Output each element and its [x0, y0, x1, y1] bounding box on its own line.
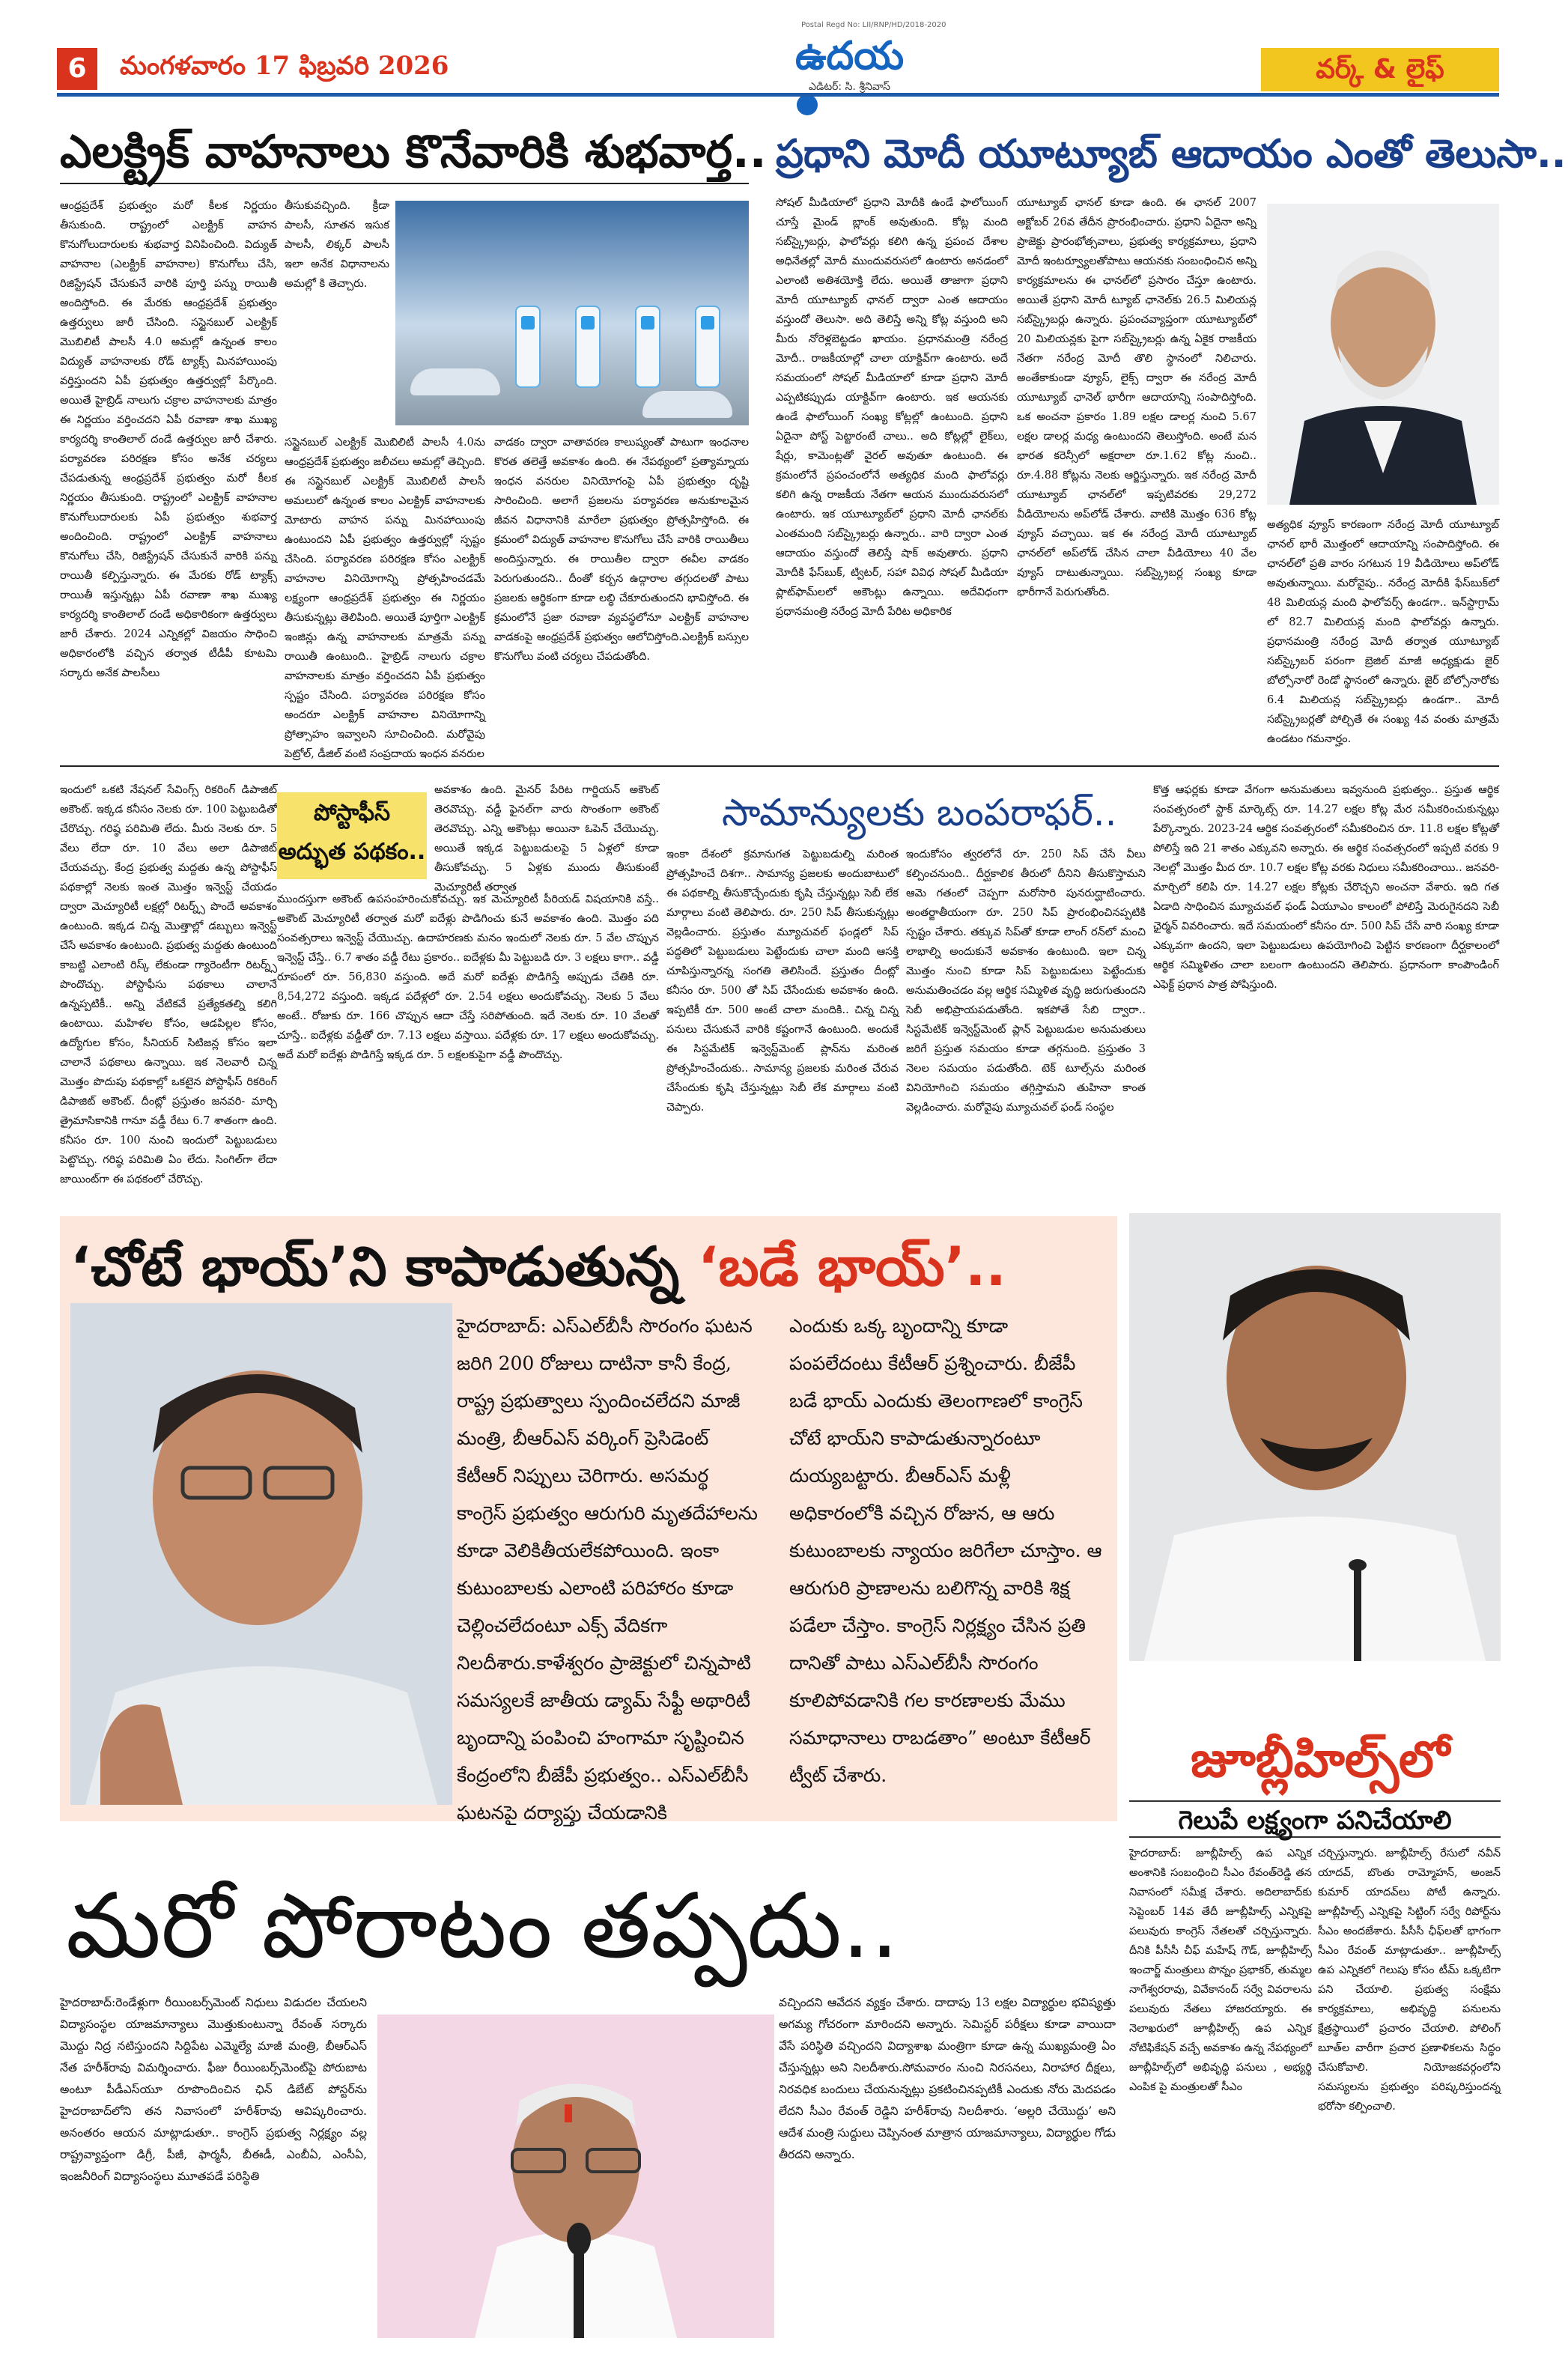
- ktr-headline-part1: ‘చోటే భాయ్’ని కాపాడుతున్న: [70, 1235, 699, 1298]
- revanth-portrait-image: [1129, 1213, 1501, 1661]
- person-portrait-icon: [377, 2015, 774, 2338]
- harish-portrait-image: [377, 2015, 774, 2338]
- harish-headline: మరో పోరాటం తప్పదు..: [66, 1874, 899, 1979]
- modi-portrait-image: [1267, 204, 1499, 505]
- post-office-column-2b: ముందస్తుగా అకౌంట్ ఉపసంహరించుకోవచ్చు. ఇక మెచ్యూరిటీ పీరియడ్ విషయానికి వస్తే.. అకౌంట్ మెచ్యూరిటీ తర్వాత మరో ఐదేళ్లు పొడిగించు కునే అవకాశం ఉంది. మొత్తం పది సంవత్సరాలు ఇన్వెస్ట్ చేయొచ్చు. ఉదాహరణకు మనం ఇందులో నెలకు రూ. 5 వేల చొప్పున ఇన్వెస్ట్ చేస్తే.. 6.7 శాతం వడ్డీ రేటు ప్రకారం.. ఐదేళ్లకు మీ పెట్టుబడి రూ. 3 లక్షలు కాగా.. వడ్డీ రూపంలో రూ. 56,830 వస్తుంది. అదే మరో ఐదేళ్లు పొడిగిస్తే అప్పుడు చేతికి రూ. 8,54,272 వస్తుంది. ఇక్కడ పదేళ్లలో రూ. 2.54 లక్షలు అందుకోవచ్చు. నెలకు 5 వేలు అంటే.. రోజుకు రూ. 166 చొప్పున ఆదా చేస్తే సరిపోతుంది. ఇదే నెలకు రూ. 10 వేలతో చూస్తే.. ఐదేళ్లకు వడ్డీతో రూ. 7.13 లక్షలు వస్తాయి. పదేళ్లకు రూ. 17 లక్షలు అందుకోవచ్చు. అదే మరో ఐదేళ్లు పొడిగిస్తే ఇక్కడ రూ. 5 లక్షలకుపైగా వడ్డీ పొందొచ్చు.: [277, 893, 659, 1061]
- charger-icon: [695, 306, 720, 388]
- jubilee-column-1: హైదరాబాద్: జూబ్లీహిల్స్ ఉప ఎన్నిక అంశానికి సంబంధించి సీఎం రేవంత్‌రెడ్డి తన నివాసంలో సమీక్ష చేశారు. అదిలాబాద్‌కు సెప్టెంబర్ 14వ తేదీ జూబ్లీహిల్స్ ఎన్నికపై పలువురు కాంగ్రెస్ నేతలతో చర్చిస్తున్నారు. దీనికి పీసీసీ చీఫ్ మహేష్ గౌడ్, జూబ్లీహిల్స్ ఇంచార్జ్ మంత్రులు పొన్నం ప్రభాకర్, తుమ్మల నాగేశ్వరరావు, వివేకానంద్ సర్వే వివరాలను పలువురు నేతలు హాజరయ్యారు. ఈ నెలాఖరులో జూబ్లీహిల్స్ ఉప ఎన్నిక నోటిఫికేషన్ వచ్చే అవకాశం ఉన్న నేపథ్యంలో జూబ్లీహిల్స్‌లో అభివృద్ధి పనులు , అభ్యర్థి ఎంపిక పై మంత్రులతో సీఎం: [1129, 1848, 1312, 2093]
- date-line: మంగళవారం 17 ఫిబ్రవరి 2026: [120, 51, 449, 81]
- jubilee-subheadline: గెలుపే లక్ష్యంగా పనిచేయాలి: [1129, 1800, 1501, 1838]
- person-portrait-icon: [1267, 204, 1499, 505]
- ev-article-column-2b: సస్టైనబుల్ ఎలక్ట్రిక్ మొబిలిటీ పాలసీ 4.0ను ఆంధ్రప్రదేశ్ ప్రభుత్వం జలీచలు అమల్లో తెచ్చింది. ఈ సస్టైనబుల్ ఎలక్ట్రిక్ మొబిలిటీ పాలసీ అమలులో ఉన్నంత కాలం ఎలక్ట్రిక్ వాహనాలకు మోటారు వాహన పన్ను మినహాయింపు ఉంటుందని ఏపీ ప్రభుత్వం ఉత్తర్వుల్లో స్పష్టం చేసింది. పర్యావరణ పరిరక్షణ కోసం ఎలక్ట్రిక్ వాహనాల వినియోగాన్ని ప్రోత్సహించడమే లక్ష్యంగా ఆంధ్రప్రదేశ్ ప్రభుత్వం ఈ నిర్ణయం తీసుకున్నట్లు తెలిపింది. అయితే పూర్తిగా ఎలక్ట్రిక్ ఇంజిన్లు ఉన్న వాహనాలకు మాత్రమే పన్ను రాయితీ ఉంటుంది.. హైబ్రిడ్ నాలుగు చక్రాల వాహనాలకు మాత్రం వర్తించదని ఏపీ ప్రభుత్వం స్పష్టం చేసింది. పర్యావరణ పరిరక్షణ కోసం అందరూ ఎలక్ట్రిక్ వాహనాల వినియోగాన్ని ప్రోత్సాహం ఇవ్వాలని సూచించింది. మరోవైపు పెట్రోల్, డీజిల్ వంటి సంప్రదాయ ఇంధన వనరుల: [285, 437, 485, 760]
- common-man-column-3: కొత్త ఆఫర్లకు కూడా వేగంగా అనుమతులు ఇవ్వనుంది ప్రభుత్వం.. ప్రస్తుత ఆర్థిక సంవత్సరంలో స్టాక్ మార్కెట్స్ రూ. 14.27 లక్షల కోట్ల మేర సమీకరించుకున్నట్లు పేర్కొన్నారు. 2023-24 ఆర్థిక సంవత్సరంలో సమీకరించిన రూ. 11.8 లక్షల కోట్లతో పోలిస్తే ఇది 21 శాతం ఎక్కువని అన్నారు. ఈ ఆర్థిక సంవత్సరంలో ఇప్పటి వరకు 9 నెలల్లో మొత్తం మీద రూ. 10.7 లక్షల కోట్ల వరకు నిధులు సమీకరించాయి.. జనవరి- మార్చిలో కలిపి రూ. 14.27 లక్షల కోట్లకు చేరొచ్చని అంచనా వేశారు. ఇది గత ఏడాది సాధించిన మ్యూచువల్ ఫండ్ ఏయూఎం కాలంలో పోలిస్తే మెరుగైనదని సెబీ ఛైర్మన్ వివరించారు. ఇదే సమయంలో కనీసం రూ. 500 సిప్ చేసే వారి సంఖ్య కూడా ఎక్కువగా ఉందని, ఇలా పెట్టుబడులు ఉపయోగించి పెట్టిన కారణంగా దీర్ఘకాలంలో ఆర్థిక సమ్మిళితం చాలా బలంగా ఉంటుందని తెలిపారు. ప్రధానంగా కాంపౌండింగ్ ఎఫెక్ట్ ప్రధాన పాత్ర పోషిస్తుంది.: [1153, 784, 1499, 991]
- harish-column-1: హైదరాబాద్:రెండేళ్లుగా రీయింబర్స్‌మెంట్ నిధులు విడుదల చేయలని విద్యాసంస్థల యాజమాన్యాలు మొత్తుకుంటున్నా రేవంత్ సర్కారు మొద్దు నిద్ర నటిస్తుందని సిద్దిపేట ఎమ్మెల్యే మాజీ మంత్రి, బీఆర్ఎస్ నేత హరీశ్‌రావు విమర్శించారు. ఫీజు రీయింబర్స్‌మెంట్‌పై పోరుబాట అంటూ పీడీఎస్‌యూ రూపొందించిన ఛిన్ డిబేట్ పోస్టర్‌ను హైదరాబాద్‌లోని తన నివాసంలో హరీశ్‌రావు ఆవిష్కరించారు. అనంతరం ఆయన మాట్లాడుతూ.. కాంగ్రెస్ ప్రభుత్వ నిర్లక్ష్యం వల్ల రాష్ట్రవ్యాప్తంగా డిగ్రీ, పీజీ, ఫార్మసీ, బీఈడీ, ఎంబీఏ, ఎంసీఏ, ఇంజనీరింగ్ విద్యాసంస్థలు మూతపడే పరిస్థితి: [60, 1996, 367, 2183]
- harish-column-2: వచ్చిందని ఆవేదన వ్యక్తం చేశారు. దాదాపు 13 లక్షల విద్యార్థుల భవిష్యత్తు అగమ్య గోచరంగా మారిందని అన్నారు. సెమిస్టర్ పరీక్షలు కూడా వాయిదా వేసే పరిస్థితి వచ్చిందని విద్యాశాఖ మంత్రిగా కూడా ఉన్న ముఖ్యమంత్రి ఏం చేస్తున్నట్లు అని నిలదీశారు.సోమవారం నుంచి నిరసనలు, నిరాహార దీక్షలు, నిరవధిక బందులు చేయనున్నట్లు ప్రకటించినప్పటికీ ఎందుకు నోరు మెదపడం లేదని సీఎం రేవంత్ రెడ్డిని హరీశ్‌రావు నిలదీశారు. ‘అల్లరి చేయొద్దు’ అని ఆదేశ మంత్రి సుద్దులు చెప్పినంత మాత్రాన యాజమాన్యాలు, విద్యార్థుల గోడు తీరదని అన్నారు.: [779, 1996, 1116, 2161]
- ev-charging-station-image: [395, 201, 749, 425]
- editor-line: ఎడిటర్: సి. శ్రీనివాస్: [809, 81, 890, 93]
- ktr-article-column-2: ఎందుకు ఒక్క బృందాన్ని కూడా పంపలేదంటు కేటీఆర్ ప్రశ్నించారు. బీజేపీ బడే భాయ్ ఎందుకు తెలంగాణలో కాంగ్రెస్ చోటే భాయ్‌ని కాపాడుతున్నారంటూ దుయ్యబట్టారు. బీఆర్ఎస్ మళ్లీ అధికారంలోకి వచ్చిన రోజున, ఆ ఆరు కుటుంబాలకు న్యాయం జరిగేలా చూస్తాం. ఆ ఆరుగురి ప్రాణాలను బలిగొన్న వారికి శిక్ష పడేలా చేస్తాం. కాంగ్రెస్ నిర్లక్ష్యం చేసిన ప్రతి దానితో పాటు ఎస్ఎల్‌బీసీ సొరంగం కూలిపోవడానికి గల కారణాలకు మేము సమాధానాలు రాబడతాం” అంటూ కేటీఆర్ ట్వీట్ చేశారు.: [789, 1315, 1102, 1786]
- charger-icon: [575, 306, 601, 388]
- post-office-column-1: ఇందులో ఒకటి నేషనల్ సేవింగ్స్ రికరింగ్ డిపాజిట్ అకౌంట్. ఇక్కడ కనీసం నెలకు రూ. 100 పెట్టుబడితో చేరొచ్చు. గరిష్ఠ పరిమితి లేదు. మీరు నెలకు రూ. 5 వేలు లేదా రూ. 10 వేలు అలా డిపాజిట్ చేయవచ్చు. కేంద్ర ప్రభుత్వ మద్దతు ఉన్న పోస్టాఫీస్ పథకాల్లో నెలకు ఇంత మొత్తం ఇన్వెస్ట్ చేయడం ద్వారా మెచ్యూరిటీ లక్షల్లో రిటర్న్స్ పొందే అవకాశం ఉంటుంది. ఇక్కడ చిన్న మొత్తాల్లో డబ్బులు ఇన్వెస్ట్ చేసే అవకాశం ఉంటుంది. ప్రభుత్వ మద్దతు ఉంటుంది కాబట్టి ఎలాంటి రిస్క్ లేకుండా గ్యారెంటీగా రిటర్న్స్ పొందొచ్చు. పోస్టాఫీసు పథకాలు చాలానే ఉన్నప్పటికీ.. అన్ని వేటికవే ప్రత్యేకతల్ని కలిగి ఉంటాయి. మహిళల కోసం, ఆడపిల్లల కోసం, ఉద్యోగుల కోసం, సీనియర్ సిటిజన్ల కోసం ఇలా చాలానే పథకాలు ఉన్నాయి. ఇక నెలవారీ చిన్న మొత్తం పొదుపు పథకాల్లో ఒకటైన పోస్టాఫీస్ రికరింగ్ డిపాజిట్ అకౌంట్. దీంట్లో ప్రస్తుతం జనవరి- మార్చి త్రైమాసికానికి గానూ వడ్డీ రేటు 6.7 శాతంగా ఉంది. కనీసం రూ. 100 నుంచి ఇందులో పెట్టుబడులు పెట్టొచ్చు. గరిష్ఠ పరిమితి ఏం లేదు. సింగిల్‌గా లేదా జాయింట్‌గా ఈ పథకంలో చేరొచ్చు.: [60, 784, 277, 1185]
- post-office-headline-box: [277, 792, 427, 879]
- ktr-article-headline: [70, 1225, 1119, 1308]
- person-portrait-icon: [70, 1303, 452, 1805]
- section-tag: వర్క్ & లైఫ్: [1261, 48, 1499, 91]
- ev-article-column-2: తీసుకువచ్చింది. క్రీడా పాలసీ, సూతన ఇసుక పాలసీ, లిక్కర్ పాలసీ ఇలా అనేక విధానాలను అమల్లో కి తెచ్చారు.: [285, 200, 389, 290]
- newspaper-logo: [795, 33, 924, 79]
- person-portrait-icon: [1129, 1213, 1501, 1661]
- car-icon: [642, 391, 732, 418]
- postal-registration: Postal Regd No: LII/RNP/HD/2018-2020: [801, 21, 946, 29]
- car-icon: [410, 368, 500, 395]
- modi-article-column-1: సోషల్ మీడియాలో ప్రధాని మోదీకి ఉండే ఫాలోయింగ్ చూస్తే మైండ్ బ్లాంక్ అవుతుంది. కోట్ల మంది సబ్‌స్క్రైబర్లు, ఫాలోవర్లు కలిగి ఉన్న ప్రపంచ దేశాల అధినేతల్లో మోదీ ముందువరుసలో ఉంటారు అనడంలో ఎలాంటి అతిశయోక్తి లేదు. అయితే తాజాగా ప్రధాని మోదీ యూట్యూబ్ ఛానల్ ద్వారా ఎంత ఆదాయం వస్తుందో తెలుసా. అది తెలిస్తే అన్ని కోట్ల వస్తుంది అని మీరు నోరెళ్లబెట్టడం ఖాయం. ప్రధానమంత్రి నరేంద్ర మోదీ.. రాజకీయాల్లో చాలా యాక్టివ్‌గా ఉంటారు. అదే సమయంలో సోషల్ మీడియాలో కూడా ప్రధాని మోదీ ఎప్పటికప్పుడు యాక్టివ్‌గా ఉంటారు. ఇక ఆయనకు ఉండే ఫాలోయింగ్ సంఖ్య కోట్లల్లో ఉంటుంది. ప్రధాని ఏదైనా పోస్ట్ పెట్టారంటే చాలు.. అది కోట్లల్లో లైక్‌లు, షేర్లు, కామెంట్లతో వైరల్ అవుతూ ఉంటుంది. ఈ క్రమంలోనే ప్రపంచంలోనే అత్యధిక మంది ఫాలోవర్లు కలిగి ఉన్న రాజకీయ నేతగా ఆయన ముందువరుసలో ఉంటారు. ఇక యూట్యూబ్‌లో ప్రధాని మోదీ ఛానల్‌కు ఎంతమంది సబ్‌స్క్రైబర్లు ఉన్నారు.. వారి ద్వారా ఎంత ఆదాయం వస్తుందో తెలిస్తే షాక్ అవుతారు. ప్రధాని మోదీకి ఫేస్‌బుక్, ట్విటర్, సహా వివిధ సోషల్ మీడియా ప్లాట్‌ఫామ్‌లలో అకౌంట్లు ఉన్నాయి. అదేవిధంగా ప్రధానమంత్రి నరేంద్ర మోదీ పేరిట అధికారిక: [776, 197, 1008, 618]
- charger-icon: [635, 306, 660, 388]
- common-man-column-1: ఇంకా దేశంలో క్రమానుగత పెట్టుబడుల్ని మరింత ప్రోత్సహించే దిశగా.. సామాన్య ప్రజలకు అందుబాటులో ఈ పథకాల్ని తీసుకొచ్చేందుకు కృషి చేస్తున్నట్లు సెబీ లేక మార్గాలు వంటి తెలిపారు. రూ. 250 సిప్ తీసుకున్నట్లు వెల్లడించారు. ప్రస్తుతం మ్యూచువల్ ఫండ్లలో సిప్ పద్ధతిలో పెట్టుబడులు పెట్టేందుకు చాలా మంది ఆసక్తి చూపిస్తున్నారన్న సంగతి తెలిసిందే. ప్రస్తుతం దీంట్లో కనీసం రూ. 500 తో సిప్ చేసేందుకు అవకాశం ఉంది. ఇప్పటికీ రూ. 500 అంటే చాలా మందికి.. చిన్న చిన్న పనులు చేసుకునే వారికి కష్టంగానే ఉంటుంది. అందుకే ఈ సిస్టమేటిక్ ఇన్వెస్ట్‌మెంట్ ప్లాన్‌ను మరింత ప్రోత్సహించేందుకు.. సామాన్య ప్రజలకు మరింత చేరువ చేసేందుకు కృషి చేస్తున్నట్లు సెబీ లేక మార్గాలు వంటి చెప్పారు.: [666, 848, 899, 1114]
- post-office-headline-line2: అద్భుత పథకం..: [278, 839, 426, 865]
- ktr-headline-part2: ‘బడే భాయ్’..: [698, 1235, 1006, 1298]
- post-office-headline-line1: పోస్టాఫీస్: [314, 800, 390, 826]
- modi-article-column-2: యూట్యూబ్ ఛానల్ కూడా ఉంది. ఈ ఛానల్‌ 2007 అక్టోబర్‌ 26వ తేదీన ప్రారంభించారు. ప్రధాని ఏదైనా అన్ని ప్రాజెక్టు ప్రారంభోత్సవాలు, ప్రభుత్వ కార్యక్రమాలు, ప్రధాని మోదీ ఇంటర్వ్యూలతోపాటు ఆయనకు సంబంధించిన అన్ని కార్యక్రమాలను ఈ ఛానల్‌లో ప్రసారం చేస్తూ ఉంటారు. అయితే ప్రధాని మోదీ ట్యూబ్ ఛానెల్‌కు 26.5 మిలియన్ల సబ్‌స్క్రైబర్లు ఉన్నారు. ప్రపంచవ్యాప్తంగా యూట్యూబ్‌లో 20 మిలియన్లకు పైగా సబ్‌స్క్రైబర్లు ఉన్న ఏకైక రాజకీయ నేతగా నరేంద్ర మోదీ తొలి స్థానంలో నిలిచారు. అంతేకాకుండా వ్యూస్, లైక్స్ ద్వారా ఈ నరేంద్ర మోదీ యూట్యూబ్ ఛానెల్ భారీగా ఆదాయాన్ని సంపాదిస్తోంది. ఒక అంచనా ప్రకారం 1.89 లక్షల డాలర్ల నుంచి 5.67 లక్షల డాలర్ల మధ్య ఉంటుందని తెలుస్తోంది. అంటే మన భారత కరెన్సీలో అక్షరాలా రూ.1.62 కోట్ల నుంచి.. రూ.4.88 కోట్లను నెలకు ఆర్జిస్తున్నారు. ఇక నరేంద్ర మోదీ యూట్యూబ్ ఛానల్‌లో ఇప్పటివరకు 29,272 వీడియోలను అప్‌లోడ్ చేశారు. వాటికి మొత్తం 636 కోట్ల వ్యూస్ వచ్చాయి. ఇక ఈ నరేంద్ర మోదీ యూట్యూబ్ ఛానల్‌లో అప్‌లోడ్ చేసిన చాలా వీడియోలు 40 వేల వ్యూస్ దాటుతున్నాయి. సబ్‌స్క్రైబర్ల సంఖ్య కూడా భారీగానే పెరుగుతోంది.: [1017, 197, 1256, 598]
- post-office-column-2a: అవకాశం ఉంది. మైనర్ పేరిట గార్డియన్ అకౌంట్ తెరవొచ్చు. వడ్డీ ఫైనల్‌గా వారు సొంతంగా అకౌంట్ తెరవొచ్చు. ఎన్ని అకౌంట్లు అయినా ఓపెన్ చేయొచ్చు. అయితే ఇక్కడ పెట్టుబడులపై 5 ఏళ్లలో కూడా తీసుకోవచ్చు. 5 ఏళ్లకు ముందు తీసుకుంటే మెచ్యూరిటీ తర్వాత: [434, 784, 659, 893]
- jubilee-headline: జూబ్లీహిల్స్‌లో: [1191, 1731, 1450, 1788]
- jubilee-column-2: చర్చిస్తున్నారు. జూబ్లీహిల్స్ రేసులో నవీన్ యాదవ్, బొంతు రామ్మోహన్, అంజన్ కుమార్ యాదవ్‌లు పోటీ ఉన్నారు. జూబ్లీహిల్స్ ఎన్నికపై సిట్టింగ్ సర్వే రిపోర్ట్‌ను సీఎం అందజేశారు. పీసీసీ ఛీఫ్‌లతో భాగంగా సీఎం రేవంత్ మాట్లాడుతూ.. జూబ్లీహిల్స్ ఉప ఎన్నికలో గెలుపు కోసం టీమ్ ఒక్కటిగా పని చేయాలి. ప్రభుత్వ సంక్షేమ కార్యక్రమాలు, అభివృద్ధి పనులను క్షేత్రస్థాయిలో ప్రచారం చేయాలి. పోలింగ్ బూత్‌ల వారీగా ప్రచార ప్రణాళికలను సిద్ధం చేసుకోవాలి. నియోజకవర్గంలోని సమస్యలను ప్రభుత్వం పరిష్కరిస్తుందన్న భరోసా కల్పించాలి.: [1318, 1848, 1501, 2113]
- logo-text: ఉదయ: [795, 34, 905, 79]
- ev-article-headline: ఎలక్ట్రిక్ వాహనాలు కొనేవారికి శుభవార్త..: [60, 120, 749, 184]
- ev-article-column-3: వాడకం ద్వారా వాతావరణ కాలుష్యంతో పాటుగా ఇంధనాల కొరత తలెత్తే అవకాశం ఉంది. ఈ నేపథ్యంలో ప్రత్యామ్నాయ ఇంధన వనరుల వినియోగంపై ఏపీ ప్రభుత్వం దృష్టి సారించింది. అలాగే ప్రజలను పర్యావరణ అనుకూలమైన జీవన విధానానికి మారేలా ప్రభుత్వం ప్రోత్సహిస్తోంది. ఈ క్రమంలో విద్యుత్ వాహనాల కొనుగోలు చేసే వారికి రాయితీలు అందిస్తున్నారు. ఈ రాయితీల ద్వారా ఈవీల వాడకం పెరుగుతుందని.. దీంతో కర్బన ఉద్గారాల తగ్గుదలతో పాటు ప్రజలకు ఆర్థికంగా కూడా లబ్ధి చేకూరుతుందని భావిస్తోంది. ఈ క్రమంలోనే ప్రజా రవాణా వ్యవస్థలోనూ ఎలక్ట్రిక్ వాహనాల వాడకంపై ఆంధ్రప్రదేశ్ ప్రభుత్వం ఆలోచిస్తోంది.ఎలక్ట్రిక్ బస్సుల కొనుగోలు వంటి చర్యలు చేపడుతోంది.: [494, 437, 749, 663]
- charger-icon: [515, 306, 541, 388]
- ktr-portrait-image: [70, 1303, 452, 1805]
- masthead-rule: [57, 93, 1499, 97]
- modi-article-column-3: అత్యధిక వ్యూస్ కారణంగా నరేంద్ర మోదీ యూట్యూబ్ ఛానల్ భారీ మొత్తంలో ఆదాయాన్ని సంపాదిస్తోంది. ఈ ఛానల్‌లో ప్రతి వారం సగటున 19 వీడియోలు అప్‌లోడ్ అవుతున్నాయి. మరోవైపు.. నరేంద్ర మోదీకి ఫేస్‌బుక్‌లో 48 మిలియన్ల మంది ఫాలోవర్స్ ఉండగా.. ఇన్‌స్టాగ్రామ్ లో 82.7 మిలియన్ల మంది ఫాలోవర్లు ఉన్నారు. ప్రధానమంత్రి నరేంద్ర మోదీ తర్వాత యూట్యూబ్ సబ్‌స్క్రైబర్ పరంగా బ్రెజిల్ మాజీ అధ్యక్షుడు జైర్ బోల్సోనారో రెండో స్థానంలో ఉన్నారు. జైర్ బోల్సోనారోకు 6.4 మిలియన్ల సబ్‌స్క్రైబర్లు ఉండగా.. మోదీ సబ్‌స్క్రైబర్లతో పోల్చితే ఈ సంఖ్య 4వ వంతు మాత్రమే ఉండటం గమనార్హం.: [1267, 519, 1499, 745]
- common-man-column-2: ఇందుకోసం త్వరలోనే రూ. 250 సిప్ చేసే వీలు కల్పించనుంది.. దీర్ఘకాలిక తీరులో దీనిని తీసుకొస్తామని ఆమె గతంలో చెప్పగా మరోసారి పునరుద్ఘాటించారు. అంతర్జాతీయంగా రూ. 250 సిప్ ప్రారంభించినప్పటికి స్పష్టం చేశారు. తక్కువ సిప్‌తో కూడా లాంగ్ రన్‌లో మంచి లాభాల్ని అందుకునే అవకాశం ఉంటుంది. ఇలా చిన్న మొత్తం నుంచి కూడా సిప్ పెట్టుబడులు పెట్టేందుకు అనుమతించడం వల్ల ఆర్థిక సమ్మిళిత వృద్ధి జరుగుతుందని సెబీ అభిప్రాయపడుతోంది. ఇకపోతే సేబి ద్వారా.. సిస్టమేటిక్ ఇన్వెస్ట్‌మెంట్ ప్లాన్ పెట్టుబడుల అనుమతులు జరిగే ప్రస్తుత సమయం కూడా తగ్గనుంది. ప్రస్తుతం 3 నెలల సమయం పడుతోంది. టెక్ టూల్స్‌ను మరింత వినియోగించి సమయం తగ్గిస్తామని తుహినా కాంత వెల్లడించారు. మరోవైపు మ్యూచువల్ ఫండ్ సంస్థల: [906, 848, 1146, 1114]
- masthead: [0, 0, 1568, 97]
- section-divider: [60, 765, 1499, 767]
- ev-article-column-1: ఆంధ్రప్రదేశ్ ప్రభుత్వం మరో కీలక నిర్ణయం తీసుకుంది. రాష్ట్రంలో ఎలక్ట్రిక్ వాహన కొనుగోలుదారులకు శుభవార్త వినిపించింది. విద్యుత్ వాహనాల (ఎలక్ట్రిక్ వాహనాల) కొనుగోలు చేసి, రిజిస్ట్రేషన్ చేసుకునే వారికి పూర్తి పన్ను రాయితీ అందిస్తోంది. ఈ మేరకు ఆంధ్రప్రదేశ్ ప్రభుత్వం ఉత్తర్వులు జారీ చేసింది. సస్టైనబుల్ ఎలక్ట్రిక్ మొబిలిటీ పాలసీ 4.0 అమల్లో ఉన్నంత కాలం విద్యుత్ వాహనాలకు రోడ్ ట్యాక్స్ మినహాయింపు వర్తిస్తుందని ఏపీ ప్రభుత్వం ఉత్తర్వుల్లో పేర్కొంది. అయితే హైబ్రిడ్ నాలుగు చక్రాల వాహనాలకు మాత్రం ఈ నిర్ణయం వర్తించదని ఏపీ రవాణా శాఖ ముఖ్య కార్యదర్శి కాంతిలాల్ దండే ఉత్తర్వుల జారీ చేశారు. పర్యావరణ పరిరక్షణ కోసం అనేక చర్యలు చేపడుతున్న ఆంధ్రప్రదేశ్ ప్రభుత్వం మరో కీలక నిర్ణయం తీసుకుంది. రాష్ట్రంలో ఎలక్ట్రిక్ వాహనాల కొనుగోలుదారులకు ఏపీ ప్రభుత్వం శుభవార్త అందించింది. రాష్ట్రంలో ఎలక్ట్రిక్ వాహనాలు కొనుగోలు చేసి, రిజిస్ట్రేషన్ చేసుకునే వారికి పన్ను రాయితీ కల్పిస్తున్నారు. ఈ మేరకు రోడ్ ట్యాక్స్ రాయితీ ఇస్తున్నట్లు ఏపీ రవాణా శాఖ ముఖ్య కార్యదర్శి కాంతిలాల్ దండే అధికారికంగా ఉత్తర్వులు జారీ చేశారు. 2024 ఎన్నికల్లో విజయం సాధించి అధికారంలోకి వచ్చిన తర్వాత టీడీపీ కూటమి సర్కారు అనేక పాలసీలు: [60, 200, 277, 679]
- modi-article-headline: ప్రధాని మోదీ యూట్యూబ్ ఆదాయం ఎంతో తెలుసా..: [776, 132, 1567, 177]
- common-man-headline: సామాన్యులకు బంపరాఫర్..: [722, 791, 1117, 834]
- page-number: 6: [57, 48, 97, 90]
- logo-dot-icon: [797, 94, 818, 115]
- ktr-article-column-1: హైదరాబాద్: ఎస్ఎల్‌బీసీ సొరంగం ఘటన జరిగి 200 రోజులు దాటినా కానీ కేంద్ర, రాష్ట్ర ప్రభుత్వాలు స్పందించలేదని మాజీ మంత్రి, బీఆర్ఎస్ వర్కింగ్ ప్రెసిడెంట్ కేటీఆర్ నిప్పులు చెరిగారు. అసమర్థ కాంగ్రెస్ ప్రభుత్వం ఆరుగురి మృతదేహాలను కూడా వెలికితీయలేకపోయింది. ఇంకా కుటుంబాలకు ఎలాంటి పరిహారం కూడా చెల్లించలేదంటూ ఎక్స్ వేదికగా నిలదీశారు.కాళేశ్వరం ప్రాజెక్టులో చిన్నపాటి సమస్యలకే జాతీయ డ్యామ్ సేఫ్టీ అథారిటీ బృందాన్ని పంపించి హంగామా సృష్టించిన కేంద్రంలోని బీజేపీ ప్రభుత్వం.. ఎస్ఎల్‌బీసీ ఘటనపై దర్యాప్తు చేయడానికి: [457, 1315, 758, 1824]
